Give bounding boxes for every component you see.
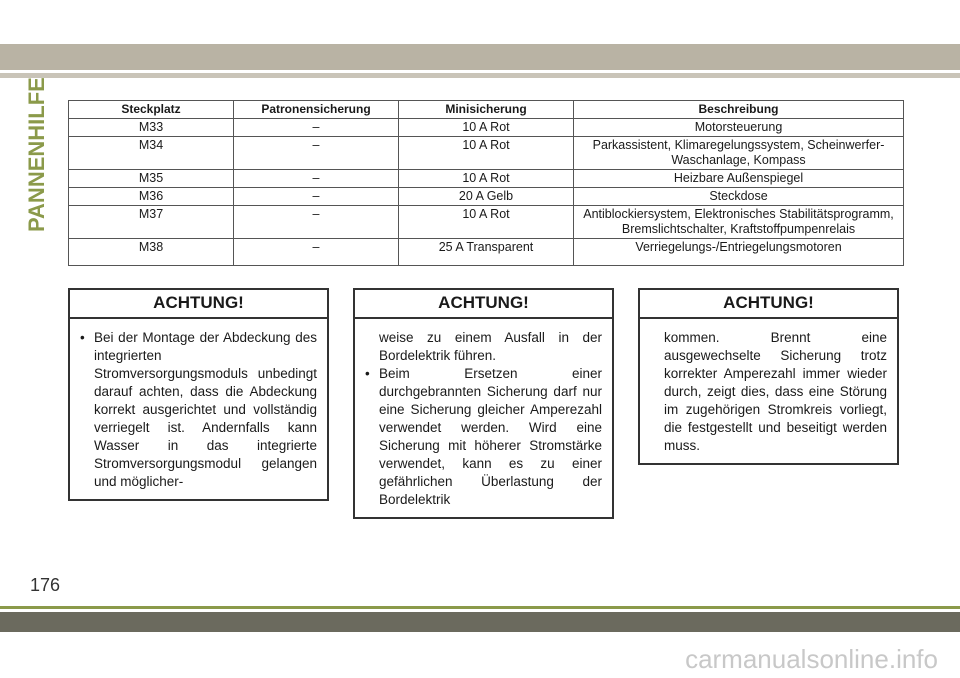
- cell-beschreibung: Motorsteuerung: [574, 119, 904, 137]
- warning-text: Beim Ersetzen einer durchgebrannten Sicherung darf nur eine Sicherung gleicher Amperezahl verwendet werden. Wird eine Sicherung mit höherer Stromstärke verwendet, kann es zu einer gefährlichen Überlastung der Bordelektrik: [379, 366, 602, 507]
- bullet-mark: •: [365, 366, 370, 381]
- watermark: carmanualsonline.info: [685, 644, 938, 674]
- table-row: [69, 119, 904, 137]
- cell-minisicherung: 10 A Rot: [399, 170, 574, 188]
- cell-beschreibung: Heizbare Außenspiegel: [574, 170, 904, 188]
- cell-patronensicherung: –: [234, 188, 399, 206]
- cell-beschreibung: Parkassistent, Klimaregelungssystem, Scheinwerfer-Waschanlage, Kompass: [574, 137, 904, 170]
- bullet-item: [80, 329, 317, 491]
- cell-patronensicherung: –: [234, 119, 399, 137]
- cell-minisicherung: 20 A Gelb: [399, 188, 574, 206]
- cell-steckplatz: M37: [69, 206, 234, 239]
- cell-beschreibung: Steckdose: [574, 188, 904, 206]
- cell-patronensicherung: –: [234, 206, 399, 239]
- warning-title: ACHTUNG!: [355, 290, 612, 319]
- bullet-item: [365, 365, 602, 509]
- header-minisicherung: Minisicherung: [399, 101, 574, 119]
- cell-patronensicherung: –: [234, 137, 399, 170]
- table-header-row: [69, 101, 904, 119]
- cell-beschreibung: Antiblockiersystem, Elektronisches Stabilitätsprogramm, Bremslichtschalter, Kraftstoffpumpenrelais: [574, 206, 904, 239]
- warning-box-1: [68, 288, 329, 501]
- cell-patronensicherung: –: [234, 170, 399, 188]
- bullet-mark: •: [80, 330, 85, 345]
- cell-steckplatz: M34: [69, 137, 234, 170]
- top-band: [0, 44, 960, 70]
- warning-body: [355, 319, 612, 517]
- cell-steckplatz: M33: [69, 119, 234, 137]
- cell-minisicherung: 10 A Rot: [399, 119, 574, 137]
- warning-text: Bei der Montage der Abdeckung des integrierten Stromversorgungsmoduls unbedingt darauf achten, dass die Abdeckung korrekt ausgerichtet und vollständig verriegelt ist. Andernfalls kann Wasser in das integrierte Stromversorgungsmodul gelangen und möglicher-: [94, 330, 317, 489]
- warning-body: [70, 319, 327, 499]
- table-row: [69, 239, 904, 266]
- warning-box-2: [353, 288, 614, 519]
- top-band-line: [0, 73, 960, 78]
- header-patronensicherung: Patronensicherung: [234, 101, 399, 119]
- section-label: PANNENHILFE: [24, 77, 49, 232]
- warning-title: ACHTUNG!: [640, 290, 897, 319]
- cell-steckplatz: M38: [69, 239, 234, 266]
- table-row: [69, 206, 904, 239]
- cell-minisicherung: 10 A Rot: [399, 206, 574, 239]
- fuse-table: [68, 100, 904, 266]
- page-number: 176: [30, 575, 61, 595]
- warning-continuation: weise zu einem Ausfall in der Bordelektrik führen.: [379, 330, 602, 363]
- cell-steckplatz: M36: [69, 188, 234, 206]
- warning-title: ACHTUNG!: [70, 290, 327, 319]
- bottom-accent-line: [0, 606, 960, 609]
- cell-patronensicherung: –: [234, 239, 399, 266]
- header-beschreibung: Beschreibung: [574, 101, 904, 119]
- table-row: [69, 137, 904, 170]
- table-row: [69, 188, 904, 206]
- warning-box-3: [638, 288, 899, 465]
- cell-steckplatz: M35: [69, 170, 234, 188]
- cell-beschreibung: Verriegelungs-/Entriegelungsmotoren: [574, 239, 904, 266]
- cell-minisicherung: 10 A Rot: [399, 137, 574, 170]
- bottom-band: [0, 612, 960, 632]
- warning-continuation: kommen. Brennt eine ausgewechselte Sicherung trotz korrekter Amperezahl immer wieder durch, zeigt dies, dass eine Störung im zugehörigen Stromkreis vorliegt, die festgestellt und beseitigt werden muss.: [664, 330, 887, 453]
- header-steckplatz: Steckplatz: [69, 101, 234, 119]
- warning-body: [640, 319, 897, 463]
- table-row: [69, 170, 904, 188]
- cell-minisicherung: 25 A Transparent: [399, 239, 574, 266]
